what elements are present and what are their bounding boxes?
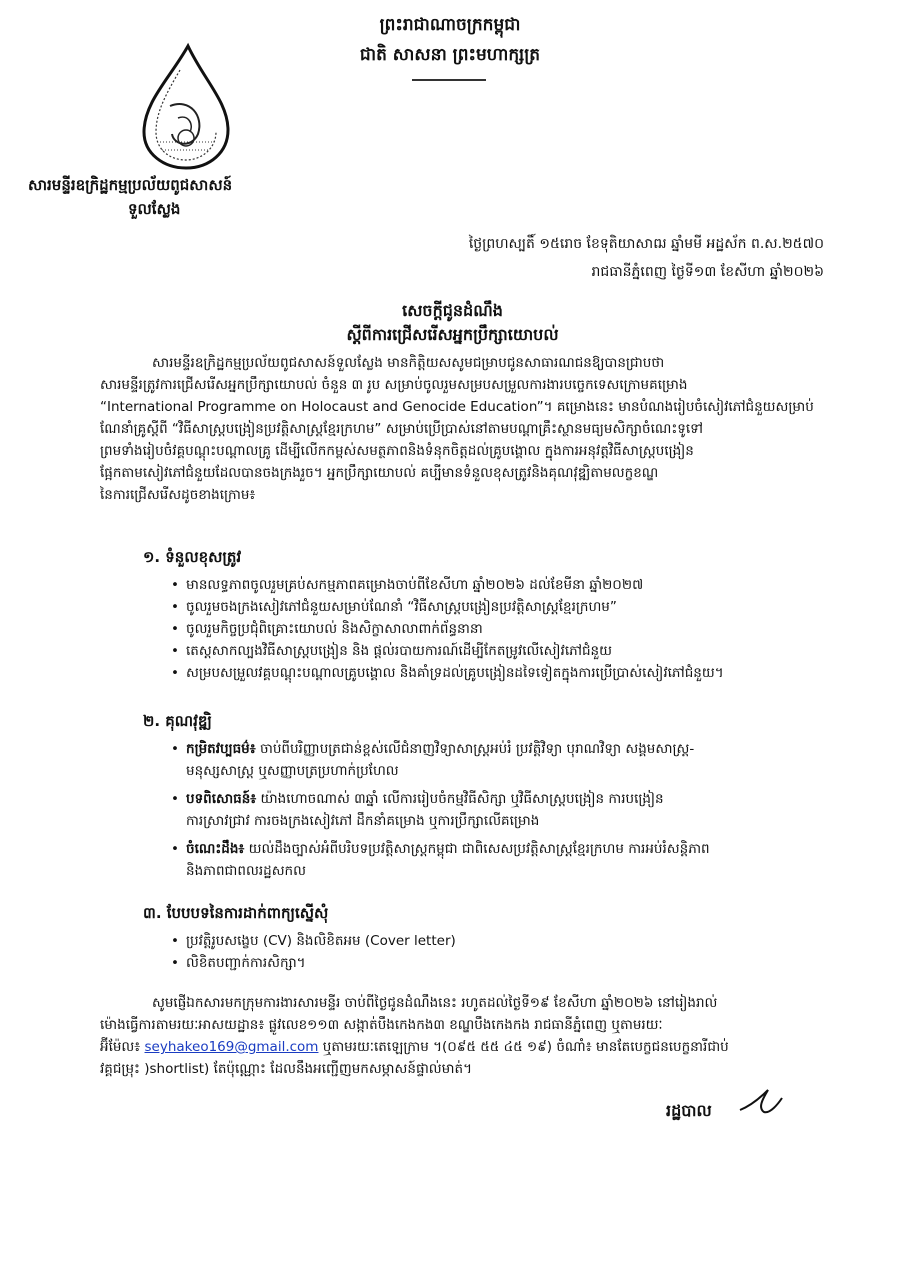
solar-date: រាជធានីភ្នំពេញ ថ្ងៃទី១៣ ខែសីហា ឆ្នាំ២០២៦ <box>591 264 824 280</box>
bullet-icon: • <box>171 955 179 971</box>
intro-line: នៃការជ្រើសរើសដូចខាងក្រោម៖ <box>100 487 256 503</box>
org-name: សារមន្ទីរឧក្រិដ្ឋកម្មប្រល័យពូជសាសន៍ <box>28 176 233 194</box>
list-item: • ចូលរួមកិច្ចប្រជុំពិគ្រោះយោបល់ និងសិក្ខាសាលាពាក់ព័ន្ធនានា <box>168 618 828 640</box>
intro-line: ផ្អែកតាមសៀវភៅជំនួយដែលបានចងក្រងរួច។ អ្នកប្រឹក្សាយោបល់ គប្បីមានទំនួលខុសត្រូវនិងគុណវុឌ្ឍិតាមលក្ខខណ្ឌ <box>100 465 659 481</box>
intro-line: សារមន្ទីរត្រូវការជ្រើសរើសអ្នកប្រឹក្សាយោបល់ ចំនួន ៣ រូប សម្រាប់ចូលរួមសម្របសម្រួលការងារបច្ចេកទេសក្រោមគម្រោង <box>100 377 688 393</box>
intro-paragraph <box>100 352 825 506</box>
kingdom-title: ព្រះរាជាណាចក្រកម្ពុជា <box>379 15 521 35</box>
list-item: • សម្របសម្រួលវគ្គបណ្តុះបណ្តាលគ្រូបង្គោល និងគាំទ្រដល់គ្រូបង្រៀនដទៃទៀតក្នុងការប្រើប្រាស់សៀវភៅជំនួយ។ <box>168 662 828 684</box>
application-list <box>168 930 828 974</box>
signature-label: រដ្ឋបាល <box>666 1101 712 1120</box>
list-item: • ប្រវត្តិរូបសង្ខេប (CV) និងលិខិតអម (Cover letter) <box>168 930 828 952</box>
section-heading-qualifications: ២. គុណវុឌ្ឍិ <box>143 712 212 730</box>
list-item: • បទពិសោធន៍៖ យ៉ាងហោចណាស់ ៣ឆ្នាំ លើការរៀបចំកម្មវិធីសិក្សា ឬវិធីសាស្ត្របង្រៀន ការបង្រៀន ការស្រាវជ្រាវ ការចងក្រងសៀវភៅ ដឹកនាំគម្រោង ឬការប្រឹក្សាលើគម្រោង <box>168 788 828 832</box>
closing-paragraph <box>100 992 825 1080</box>
closing-line: ម៉ោងធ្វើការតាមរយៈអាសយដ្ឋាន៖ ផ្លូវលេខ១១៣ សង្កាត់បឹងកេងកង៣ ខណ្ឌបឹងកេងកង រាជធានីភ្នំពេញ ឬតាមរយៈ <box>100 1017 663 1033</box>
intro-line: សារមន្ទីរឧក្រិដ្ឋកម្មប្រល័យពូជសាសន៍ទួលស្លែង មានកិត្តិយសសូមជម្រាបជូនសាធារណជនឱ្យបានជ្រាបថា <box>152 355 665 371</box>
bullet-icon: • <box>171 791 179 807</box>
responsibilities-list <box>168 574 828 684</box>
intro-line: ណែនាំគ្រូស្តីពី “វិធីសាស្ត្របង្រៀនប្រវត្តិសាស្ត្រខ្មែរក្រហម” សម្រាប់ប្រើប្រាស់នៅតាមបណ្តាគ្រឹះស្ថានមធ្យមសិក្សាចំណេះទូទៅ <box>100 421 703 437</box>
list-item: • លិខិតបញ្ជាក់ការសិក្សា។ <box>168 952 828 974</box>
lunar-date: ថ្ងៃព្រហស្បតិ៍ ១៥រោច ខែទុតិយាសាឍ ឆ្នាំមមី អដ្ឋស័ក ព.ស.២៥៧០ <box>468 236 824 252</box>
bullet-icon: • <box>171 841 179 857</box>
intro-line: “International Programme on Holocaust and Genocide Education”។ គម្រោងនេះ មានបំណងរៀបចំសៀវភៅជំនួយសម្រាប់ <box>100 399 814 415</box>
section-heading-responsibilities: ១. ទំនួលខុសត្រូវ <box>143 548 242 566</box>
section-heading-application: ៣. បែបបទនៃការដាក់ពាក្យស្នើសុំ <box>143 904 329 922</box>
national-motto: ជាតិ សាសនា ព្រះមហាក្សត្រ <box>359 45 541 65</box>
org-name-location: ទួលស្លែង <box>128 200 181 218</box>
qualifications-list <box>168 738 828 882</box>
email-link[interactable]: seyhakeo169@gmail.com <box>144 1039 319 1055</box>
museum-logo <box>130 42 242 172</box>
bullet-icon: • <box>171 643 179 659</box>
closing-line: វគ្គជម្រុះ )shortlist) តែប៉ុណ្ណោះ ដែលនឹងអញ្ជើញមកសម្ភាសន៍ផ្ទាល់មាត់។ <box>100 1061 472 1077</box>
list-item: • ចំណេះដឹង៖ យល់ដឹងច្បាស់អំពីបរិបទប្រវត្តិសាស្ត្រកម្ពុជា ជាពិសេសប្រវត្តិសាស្ត្រខ្មែរក្រហម ការអប់រំសន្តិភាព និងភាពជាពលរដ្ឋសកល <box>168 838 828 882</box>
bullet-icon: • <box>171 599 179 615</box>
list-item: • មានលទ្ធភាពចូលរួមគ្រប់សកម្មភាពគម្រោងចាប់ពីខែសីហា ឆ្នាំ២០២៦ ដល់ខែមីនា ឆ្នាំ២០២៧ <box>168 574 828 596</box>
signature-flourish <box>738 1086 784 1116</box>
bullet-icon: • <box>171 741 179 757</box>
notice-subtitle: ស្តីពីការជ្រើសរើសអ្នកប្រឹក្សាយោបល់ <box>346 325 559 344</box>
closing-line: សូមផ្ញើឯកសារមកក្រុមការងារសារមន្ទីរ ចាប់ពីថ្ងៃជូនដំណឹងនេះ រហូតដល់ថ្ងៃទី១៩ ខែសីហា ឆ្នាំ២០២៦ នៅរៀងរាល់ <box>152 995 718 1011</box>
bullet-icon: • <box>171 577 179 593</box>
intro-line: ព្រមទាំងរៀបចំវគ្គបណ្តុះបណ្តាលគ្រូ ដើម្បីលើកកម្ពស់សមត្ថភាពនិងទំនុកចិត្តដល់គ្រូបង្គោល ក្នុងការអនុវត្តវិធីសាស្ត្របង្រៀន <box>100 443 694 459</box>
list-item: • ចូលរួមចងក្រងសៀវភៅជំនួយសម្រាប់ណែនាំ “វិធីសាស្ត្របង្រៀនប្រវត្តិសាស្ត្រខ្មែរក្រហម” <box>168 596 828 618</box>
closing-line: អ៊ីម៉ែល៖ seyhakeo169@gmail.com ឬតាមរយៈតេឡេក្រាម ។(០៩៥ ៥៥ ៤៥ ១៩) ចំណាំ៖ មានតែបេក្ខជនបេក្ខនារីជាប់ <box>100 1039 729 1055</box>
header-divider <box>412 79 486 81</box>
bullet-icon: • <box>171 933 179 949</box>
list-item: • តេស្តសាកល្បងវិធីសាស្ត្របង្រៀន និង ផ្តល់របាយការណ៍ដើម្បីកែតម្រូវលើសៀវភៅជំនួយ <box>168 640 828 662</box>
notice-title: សេចក្តីជូនដំណឹង <box>402 301 503 320</box>
bullet-icon: • <box>171 621 179 637</box>
bullet-icon: • <box>171 665 179 681</box>
list-item: • កម្រិតវប្បធម៌៖ ចាប់ពីបរិញ្ញាបត្រជាន់ខ្ពស់លើជំនាញវិទ្យាសាស្ត្រអប់រំ ប្រវត្តិវិទ្យា បុរាណវិទ្យា សង្គមសាស្ត្រ- មនុស្សសាស្ត្រ ឬសញ្ញាបត្រប្រហាក់ប្រហែល <box>168 738 828 782</box>
